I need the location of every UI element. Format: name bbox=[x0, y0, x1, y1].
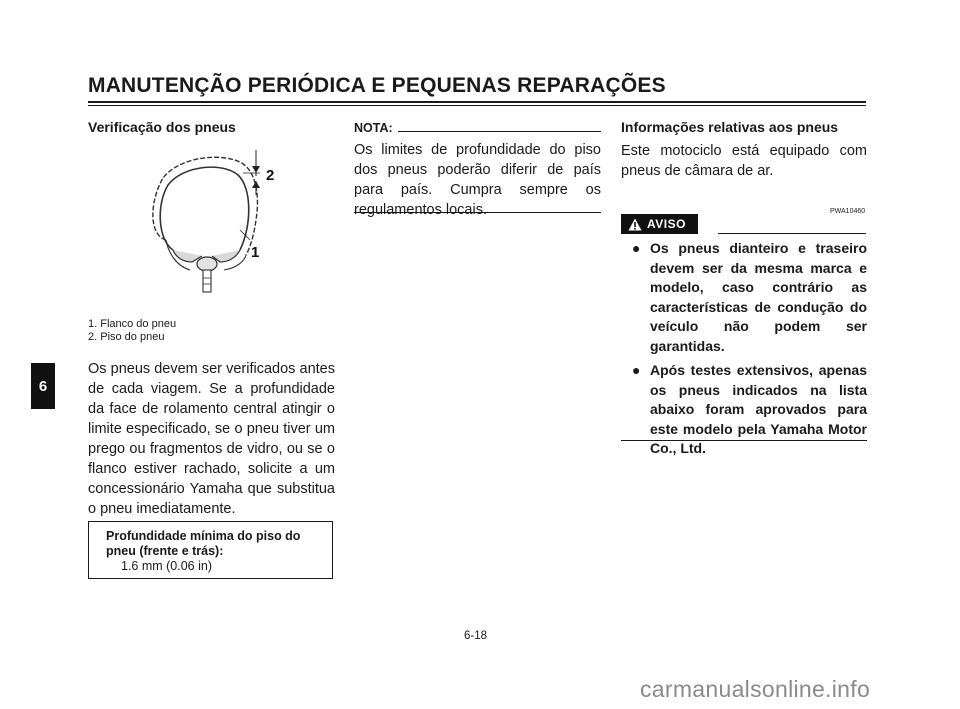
note-end-rule bbox=[354, 212, 601, 213]
bullet-icon: ● bbox=[632, 240, 641, 256]
warning-item bbox=[630, 239, 867, 356]
title-rule-thin bbox=[88, 105, 866, 106]
callout-2: 2 bbox=[266, 167, 275, 184]
warning-list bbox=[630, 239, 867, 464]
callout-1: 1 bbox=[251, 244, 260, 261]
spec-label: Profundidade mínima do piso do pneu (frente e trás): bbox=[106, 529, 301, 558]
warning-code: PWA10460 bbox=[830, 208, 866, 215]
note-paragraph: Os limites de profundidade do piso dos pneus poderão diferir de país para país. Cumpra sempre os regulamentos locais. bbox=[354, 142, 601, 218]
warning-end-rule bbox=[621, 440, 867, 441]
page-number: 6-18 bbox=[464, 630, 488, 642]
warning-badge bbox=[621, 214, 698, 234]
note-label: NOTA: bbox=[354, 121, 393, 135]
tire-info-paragraph: Este motociclo está equipado com pneus de câmara de ar. bbox=[621, 143, 867, 179]
caption-item: 2. Piso do pneu bbox=[88, 331, 165, 343]
spec-box bbox=[88, 521, 333, 579]
page-title: MANUTENÇÃO PERIÓDICA E PEQUENAS REPARAÇÕES bbox=[88, 74, 666, 97]
title-rule bbox=[88, 101, 866, 103]
warning-label: AVISO bbox=[647, 217, 686, 231]
watermark: carmanualsonline.info bbox=[640, 676, 871, 702]
spec-value: 1.6 mm (0.06 in) bbox=[121, 559, 213, 573]
tire-cross-section-diagram bbox=[128, 140, 288, 310]
bullet-icon: ● bbox=[632, 362, 641, 378]
warning-item bbox=[630, 361, 867, 459]
caption-item: 1. Flanco do pneu bbox=[88, 318, 177, 330]
warning-text: Após testes extensivos, apenas os pneus indicados na lista abaixo foram aprovados para este modelo pela Yamaha Motor Co., Ltd. bbox=[650, 362, 867, 456]
warning-rule bbox=[718, 233, 866, 234]
figure-caption bbox=[88, 318, 176, 344]
warning-triangle-icon bbox=[628, 218, 642, 231]
warning-text: Os pneus dianteiro e traseiro devem ser da mesma marca e modelo, caso contrário as características de condução do veículo não podem ser garantidas. bbox=[650, 240, 867, 354]
note-rule bbox=[398, 131, 601, 132]
tire-check-paragraph: Os pneus devem ser verificados antes de cada viagem. Se a profundidade da face de rolamento central atingir o limite especificado, se o pneu tiver um prego ou fragmentos de vidro, ou se o flanco estiver rachado, solicite a um concessionário Yamaha que substitua o pneu imediatamente. bbox=[88, 361, 335, 517]
chapter-tab: 6 bbox=[31, 363, 55, 409]
section-heading-tire-info: Informações relativas aos pneus bbox=[621, 119, 839, 135]
section-heading-tire-check: Verificação dos pneus bbox=[88, 119, 236, 135]
